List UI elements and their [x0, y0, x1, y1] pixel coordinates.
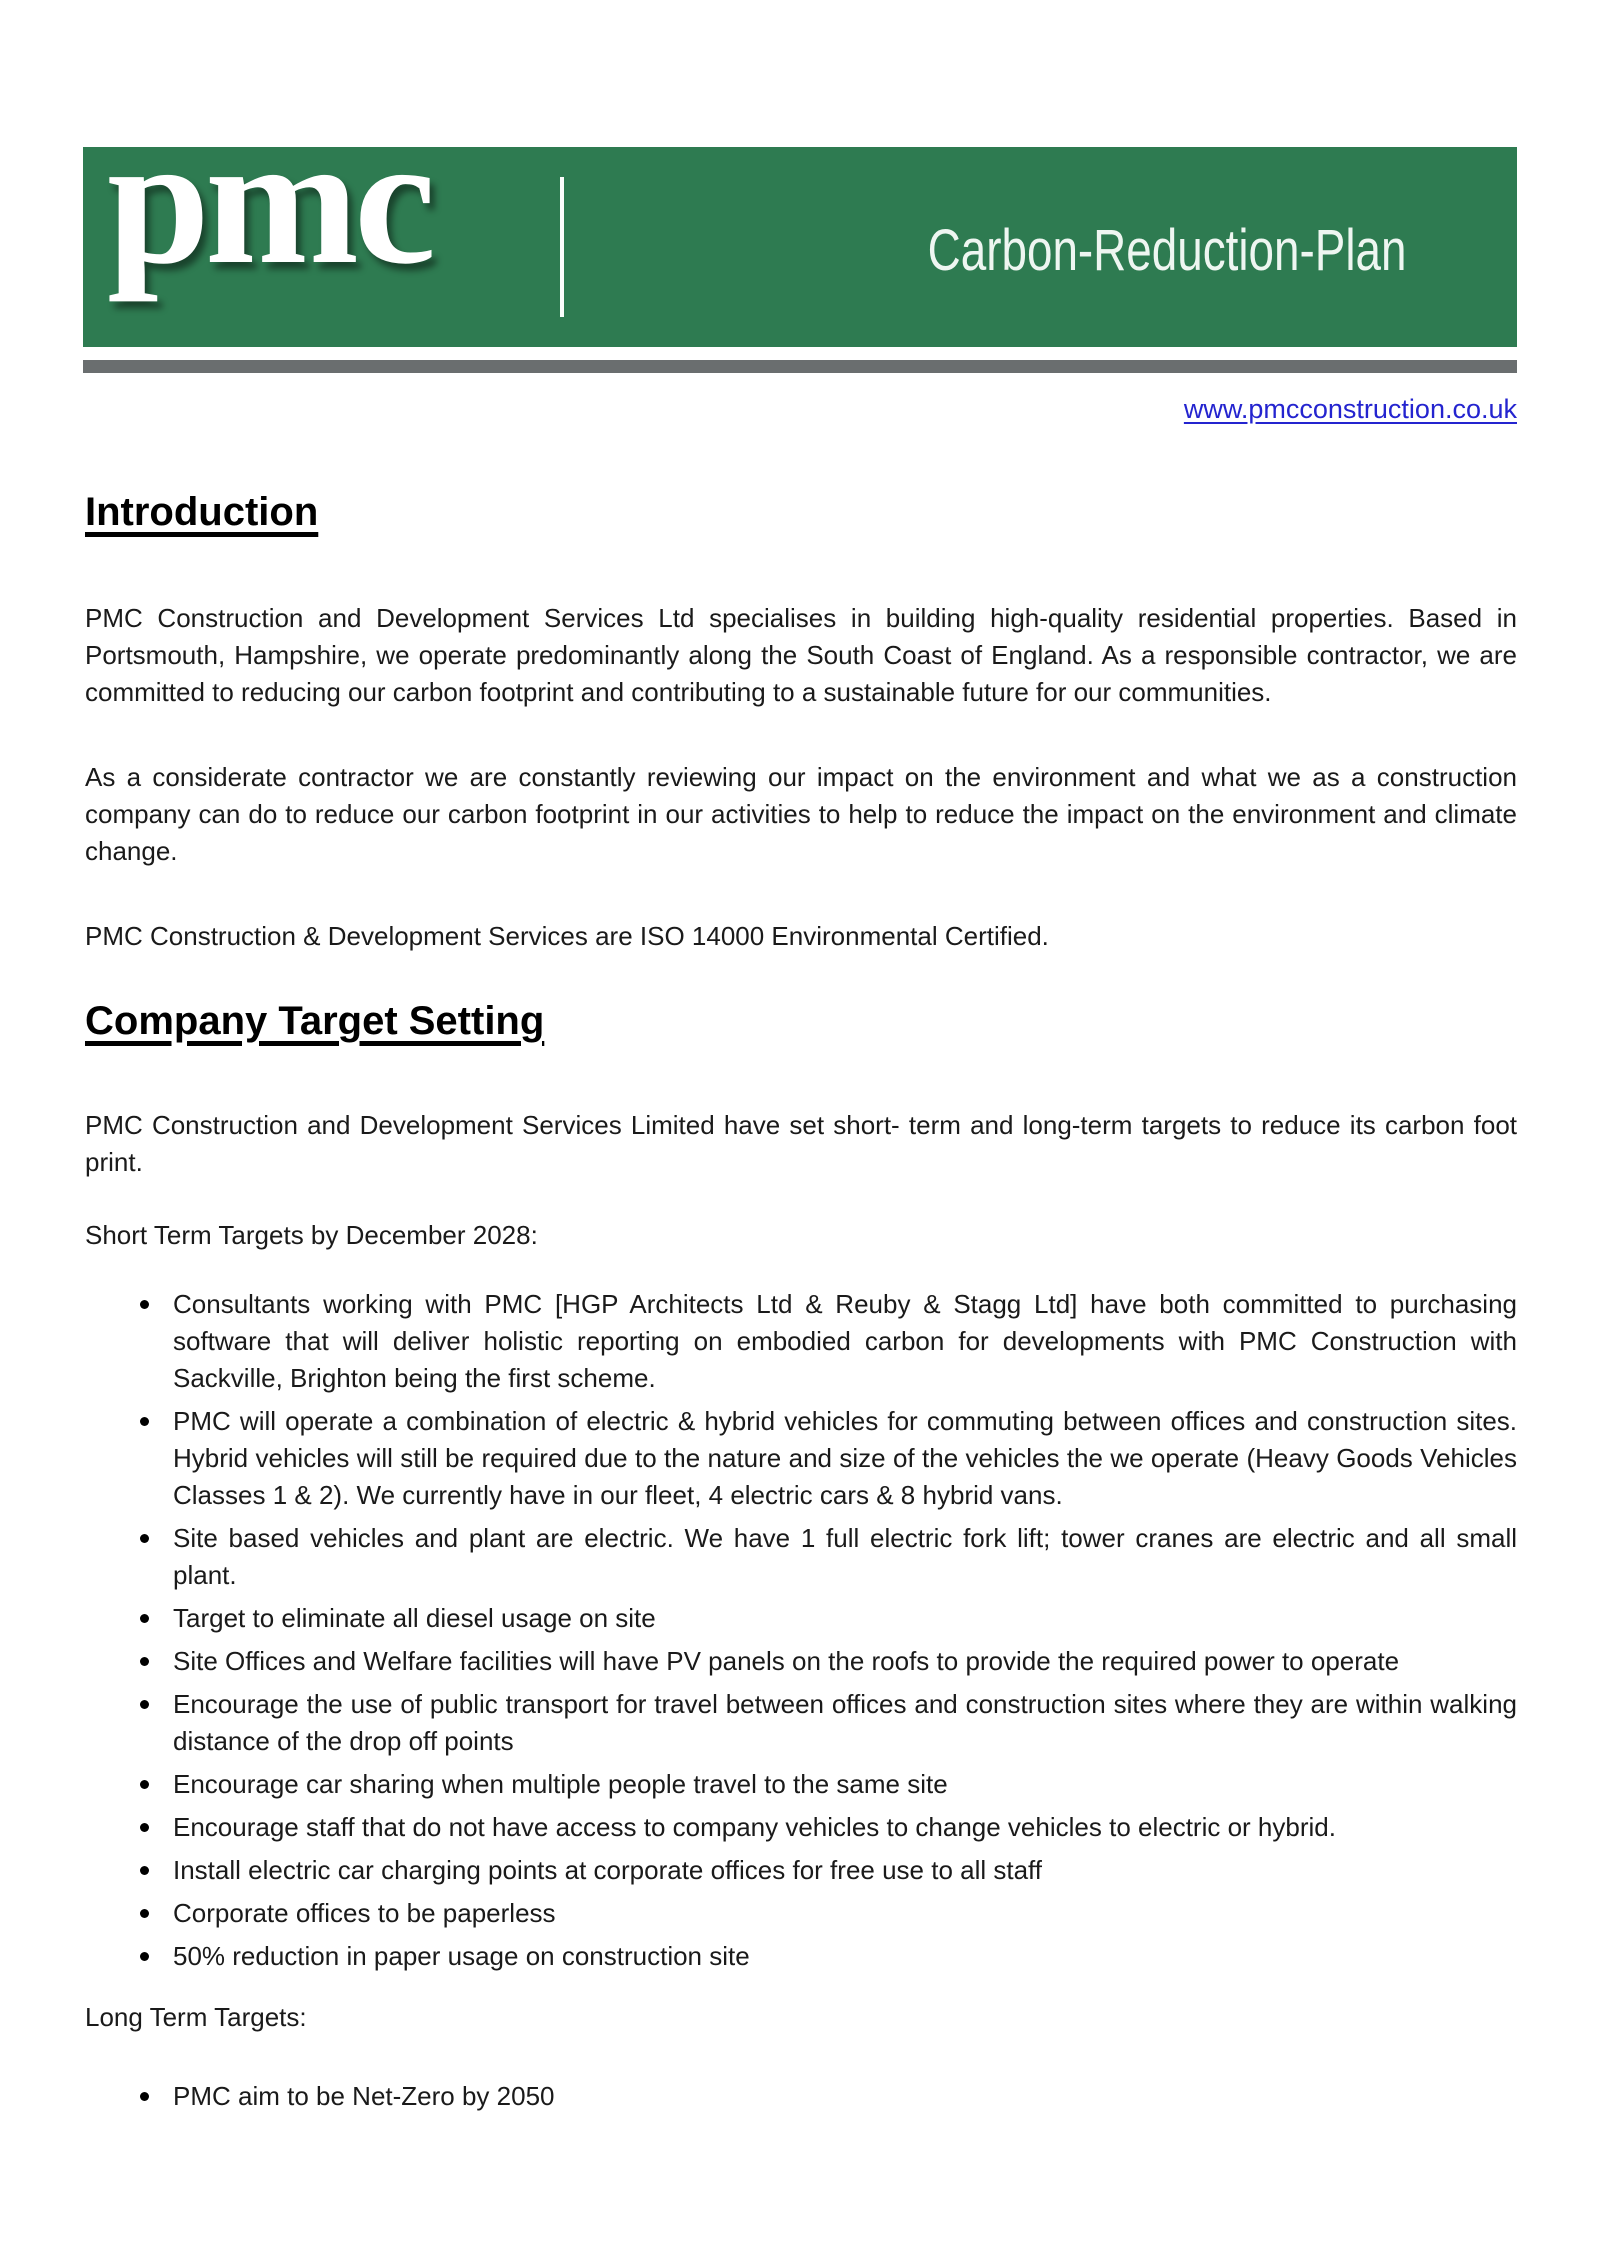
- list-item: Consultants working with PMC [HGP Architects Ltd & Reuby & Stagg Ltd] have both committed to purchasing software that will deliver holistic reporting on embodied carbon for developments with PMC Construction with Sackville, Brighton being the first scheme.: [173, 1286, 1517, 1397]
- list-item: PMC aim to be Net-Zero by 2050: [173, 2078, 1517, 2115]
- list-item: Install electric car charging points at corporate offices for free use to all staff: [173, 1852, 1517, 1889]
- banner-title: [817, 218, 1517, 283]
- list-item: Encourage car sharing when multiple people travel to the same site: [173, 1766, 1517, 1803]
- long-term-targets-label: Long Term Targets:: [85, 2002, 307, 2032]
- short-term-targets-label: Short Term Targets by December 2028:: [85, 1220, 538, 1250]
- list-item: Encourage the use of public transport for travel between offices and construction sites where they are within walking distance of the drop off points: [173, 1686, 1517, 1760]
- list-item: Site based vehicles and plant are electric. We have 1 full electric fork lift; tower cranes are electric and all small plant.: [173, 1520, 1517, 1594]
- targets-intro-paragraph: PMC Construction and Development Services Limited have set short- term and long-term targets to reduce its carbon foot print.: [85, 1110, 1517, 1177]
- banner-divider: [560, 177, 564, 317]
- website-link[interactable]: www.pmcconstruction.co.uk: [1183, 394, 1517, 424]
- header-banner: [83, 98, 1517, 347]
- short-term-target-list: [85, 1286, 1517, 1975]
- company-target-setting-heading: Company Target Setting: [85, 999, 545, 1043]
- intro-paragraph-1: PMC Construction and Development Services Ltd specialises in building high-quality residential properties. Based in Portsmouth, Hampshire, we operate predominantly along the South Coast of England. As a responsible contractor, we are committed to reducing our carbon footprint and contributing to a sustainable future for our communities.: [85, 603, 1517, 707]
- document-content: [85, 480, 1517, 2121]
- intro-paragraph-3: PMC Construction & Development Services are ISO 14000 Environmental Certified.: [85, 921, 1049, 951]
- list-item: PMC will operate a combination of electric & hybrid vehicles for commuting between offices and construction sites. Hybrid vehicles will still be required due to the nature and size of the vehicles the we operate (Heavy Goods Vehicles Classes 1 & 2). We currently have in our fleet, 4 electric cars & 8 hybrid vans.: [173, 1403, 1517, 1514]
- website-link-row: [83, 392, 1517, 426]
- intro-paragraph-2: As a considerate contractor we are constantly reviewing our impact on the environment and what we as a construction company can do to reduce our carbon footprint in our activities to help to reduce the impact on the environment and climate change.: [85, 762, 1517, 866]
- pmc-logo: pmc: [107, 98, 432, 303]
- list-item: Target to eliminate all diesel usage on site: [173, 1600, 1517, 1637]
- list-item: Corporate offices to be paperless: [173, 1895, 1517, 1932]
- banner-title-text: Carbon-Reduction-Plan: [927, 218, 1407, 283]
- introduction-heading: Introduction: [85, 490, 319, 534]
- list-item: 50% reduction in paper usage on construction site: [173, 1938, 1517, 1975]
- list-item: Site Offices and Welfare facilities will have PV panels on the roofs to provide the required power to operate: [173, 1643, 1517, 1680]
- header-accent-bar: [83, 360, 1517, 373]
- list-item: Encourage staff that do not have access to company vehicles to change vehicles to electric or hybrid.: [173, 1809, 1517, 1846]
- long-term-target-list: [85, 2078, 1517, 2115]
